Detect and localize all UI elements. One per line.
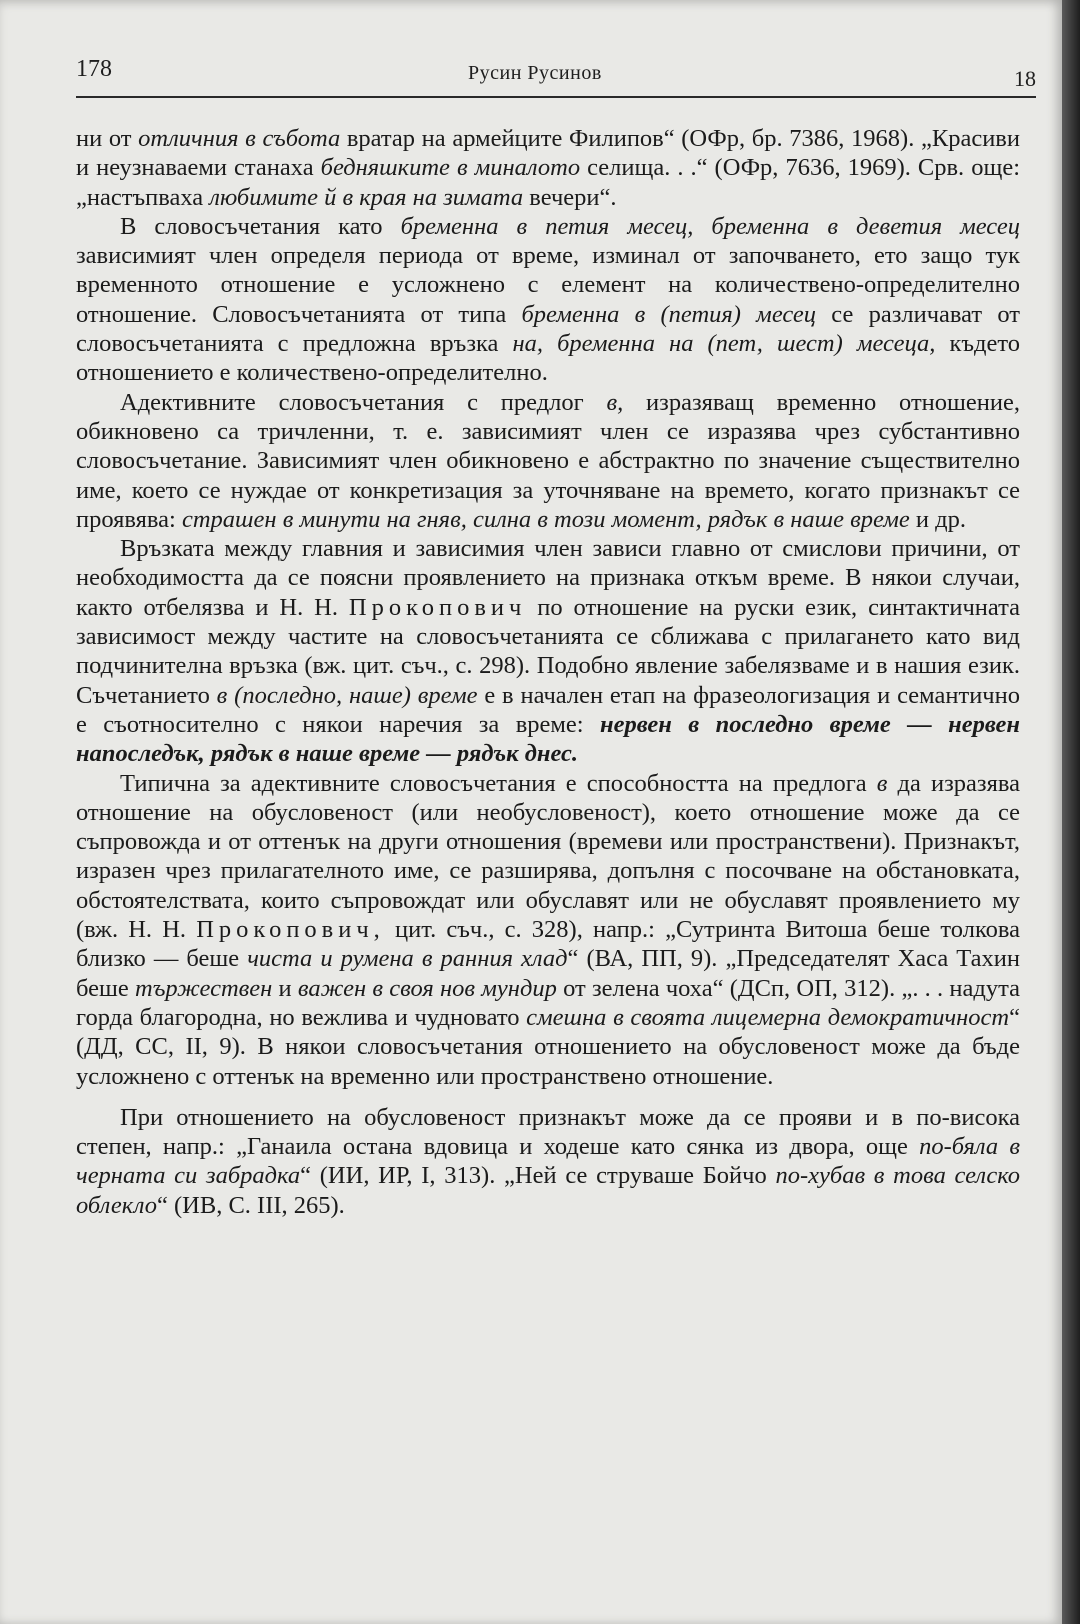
italic-run: любимите й в края на зимата	[209, 183, 524, 211]
italic-run: бременна в (петия) месец	[521, 300, 817, 328]
italic-run: по-бяла в черната си забрадка	[76, 1133, 1020, 1190]
text-run: В словосъчетания като	[120, 212, 401, 240]
paragraph	[76, 1103, 1020, 1220]
text-run: При отношението на обусловеност признакът може да се прояви и в по-висока степен, напр.: „Ганаила остана вдовица и ходеше като сянка из двора, още	[76, 1103, 1020, 1161]
text-run: по отношение на руски език, синтактичната зависимост между частите на словосъчетанията се сближава с прилагането като вид подчинителна връзка (вж. цит. съч., с. 298). Подобно явление забелязваме и в нашия език. Съчетанието	[76, 593, 1021, 709]
italic-run: в	[876, 769, 888, 797]
text-run: от зелена чоха“ (ДСп, ОП, 312). „. . . надута горда благородна, но вежлива и чудновато	[76, 974, 1020, 1031]
edge-number: 18	[1014, 66, 1036, 91]
italic-run: страшен в минути на гняв, силна в този момент, рядък в наше време	[181, 505, 910, 533]
paragraph	[76, 534, 1020, 768]
page-number: 178	[76, 56, 112, 82]
text-run: цит. съч., с. 328), напр.: „Сутринта Витоша беше толкова близко — беше	[76, 916, 1020, 973]
text-run: вечери“.	[523, 183, 617, 211]
italic-run: на, бременна на (пет, шест) месеца,	[512, 330, 936, 358]
header-rule	[76, 96, 1036, 98]
body-text	[76, 124, 1020, 1220]
text-run: “ (ИИ, ИР, I, 313). „Ней се струваше Бойчо	[300, 1162, 776, 1190]
text-run: изразяващ временно отношение, обикновено са тричленни, т. е. зависимият член се изразява чрез субстантивно словосъчетание. Зависимият член обикновено е абстрактно по значение съществително име, което се нуждае от конкретизация за уточняване на времето, когато признакът се проявява:	[76, 388, 1020, 533]
text-run: Типична за адективните словосъчетания е способността на предлога	[120, 769, 877, 797]
paragraph	[76, 212, 1020, 388]
italic-run: по-хубав в това селско облекло	[76, 1162, 1021, 1219]
text-run: и	[272, 974, 298, 1002]
text-run: е в начален етап на фразеологизация и семантично е съотносително с някои наречия за време:	[76, 681, 1020, 738]
text-run: вратар на армейците Филипов“ (ОФр, бр. 7386, 1968). „Красиви и неузнаваеми станаха	[76, 125, 1020, 182]
text-run: селища. . .“ (ОФр, 7636, 1969). Срв. още: „настъпваха	[76, 154, 1020, 211]
italic-run: тържествен	[135, 974, 273, 1002]
text-run: зависимият член определя периода от време, изминал от започването, ето защо тук временното отношение е усложнено с елемент на количествено-определително отношение. Словосъчетанията от типа	[76, 242, 1020, 328]
italic-run: в (последно, наше) време	[216, 681, 478, 709]
running-head: Русин Русинов	[468, 62, 602, 84]
paragraph	[76, 388, 1020, 534]
text-run: “ (ИВ, С. III, 265).	[157, 1191, 345, 1219]
bold-italic-run: нервен в последно време — нервен напоследък, рядък в наше време — рядък днес.	[76, 710, 1020, 768]
italic-run: в,	[606, 388, 624, 416]
text-run: “ (ДД, СС, II, 9). В някои словосъчетания отношението на обусловеност може да бъде усложнено с оттенък на временно или пространствено отношение.	[76, 1003, 1020, 1090]
text-run: Адективните словосъчетания с предлог	[120, 388, 607, 416]
text-run: и др.	[909, 505, 966, 533]
italic-run: чиста и румена в ранния хлад	[247, 945, 568, 973]
italic-run: бедняшките в миналото	[320, 154, 581, 182]
italic-run: важен в своя нов мундир	[297, 974, 557, 1002]
italic-run: отличния в събота	[138, 125, 341, 152]
paragraph	[76, 124, 1020, 212]
text-run: се различават от словосъчетанията с предложна връзка	[76, 300, 1020, 358]
page-header	[76, 56, 1036, 96]
paragraph	[76, 769, 1020, 1091]
italic-run: бременна в петия месец, бременна в деветия месец	[400, 212, 1020, 240]
text-run: да изразява отношение на обусловеност (или необусловеност), което отношение може да се съпровожда и от оттенък на други отношения (времеви или пространствени). Признакът, изразен чрез прилагателното име, се разширява, допълня с посочване на обстановката, обстоятелствата, които съпровождат или обуславят или не обуславят проявлението му (вж. Н. Н.	[76, 769, 1020, 944]
spaced-name-run: Прокопович	[348, 593, 527, 621]
book-spine	[1062, 0, 1080, 1624]
text-run: ни от	[76, 125, 139, 152]
text-run: Връзката между главния и зависимия член зависи главно от смислови причини, от необходимостта да се поясни проявлението на признака откъм време. В някои случаи, както отбелязва и Н. Н.	[76, 535, 1020, 621]
text-run: “ (ВА, ПП, 9). „Председателят Хаса Тахин беше	[76, 945, 1020, 1002]
italic-run: смешна в своята лицемерна демократичност	[526, 1003, 1010, 1031]
spaced-name-run: Прокопович,	[196, 916, 385, 944]
text-run: където отношението е количествено-определително.	[76, 330, 1020, 387]
